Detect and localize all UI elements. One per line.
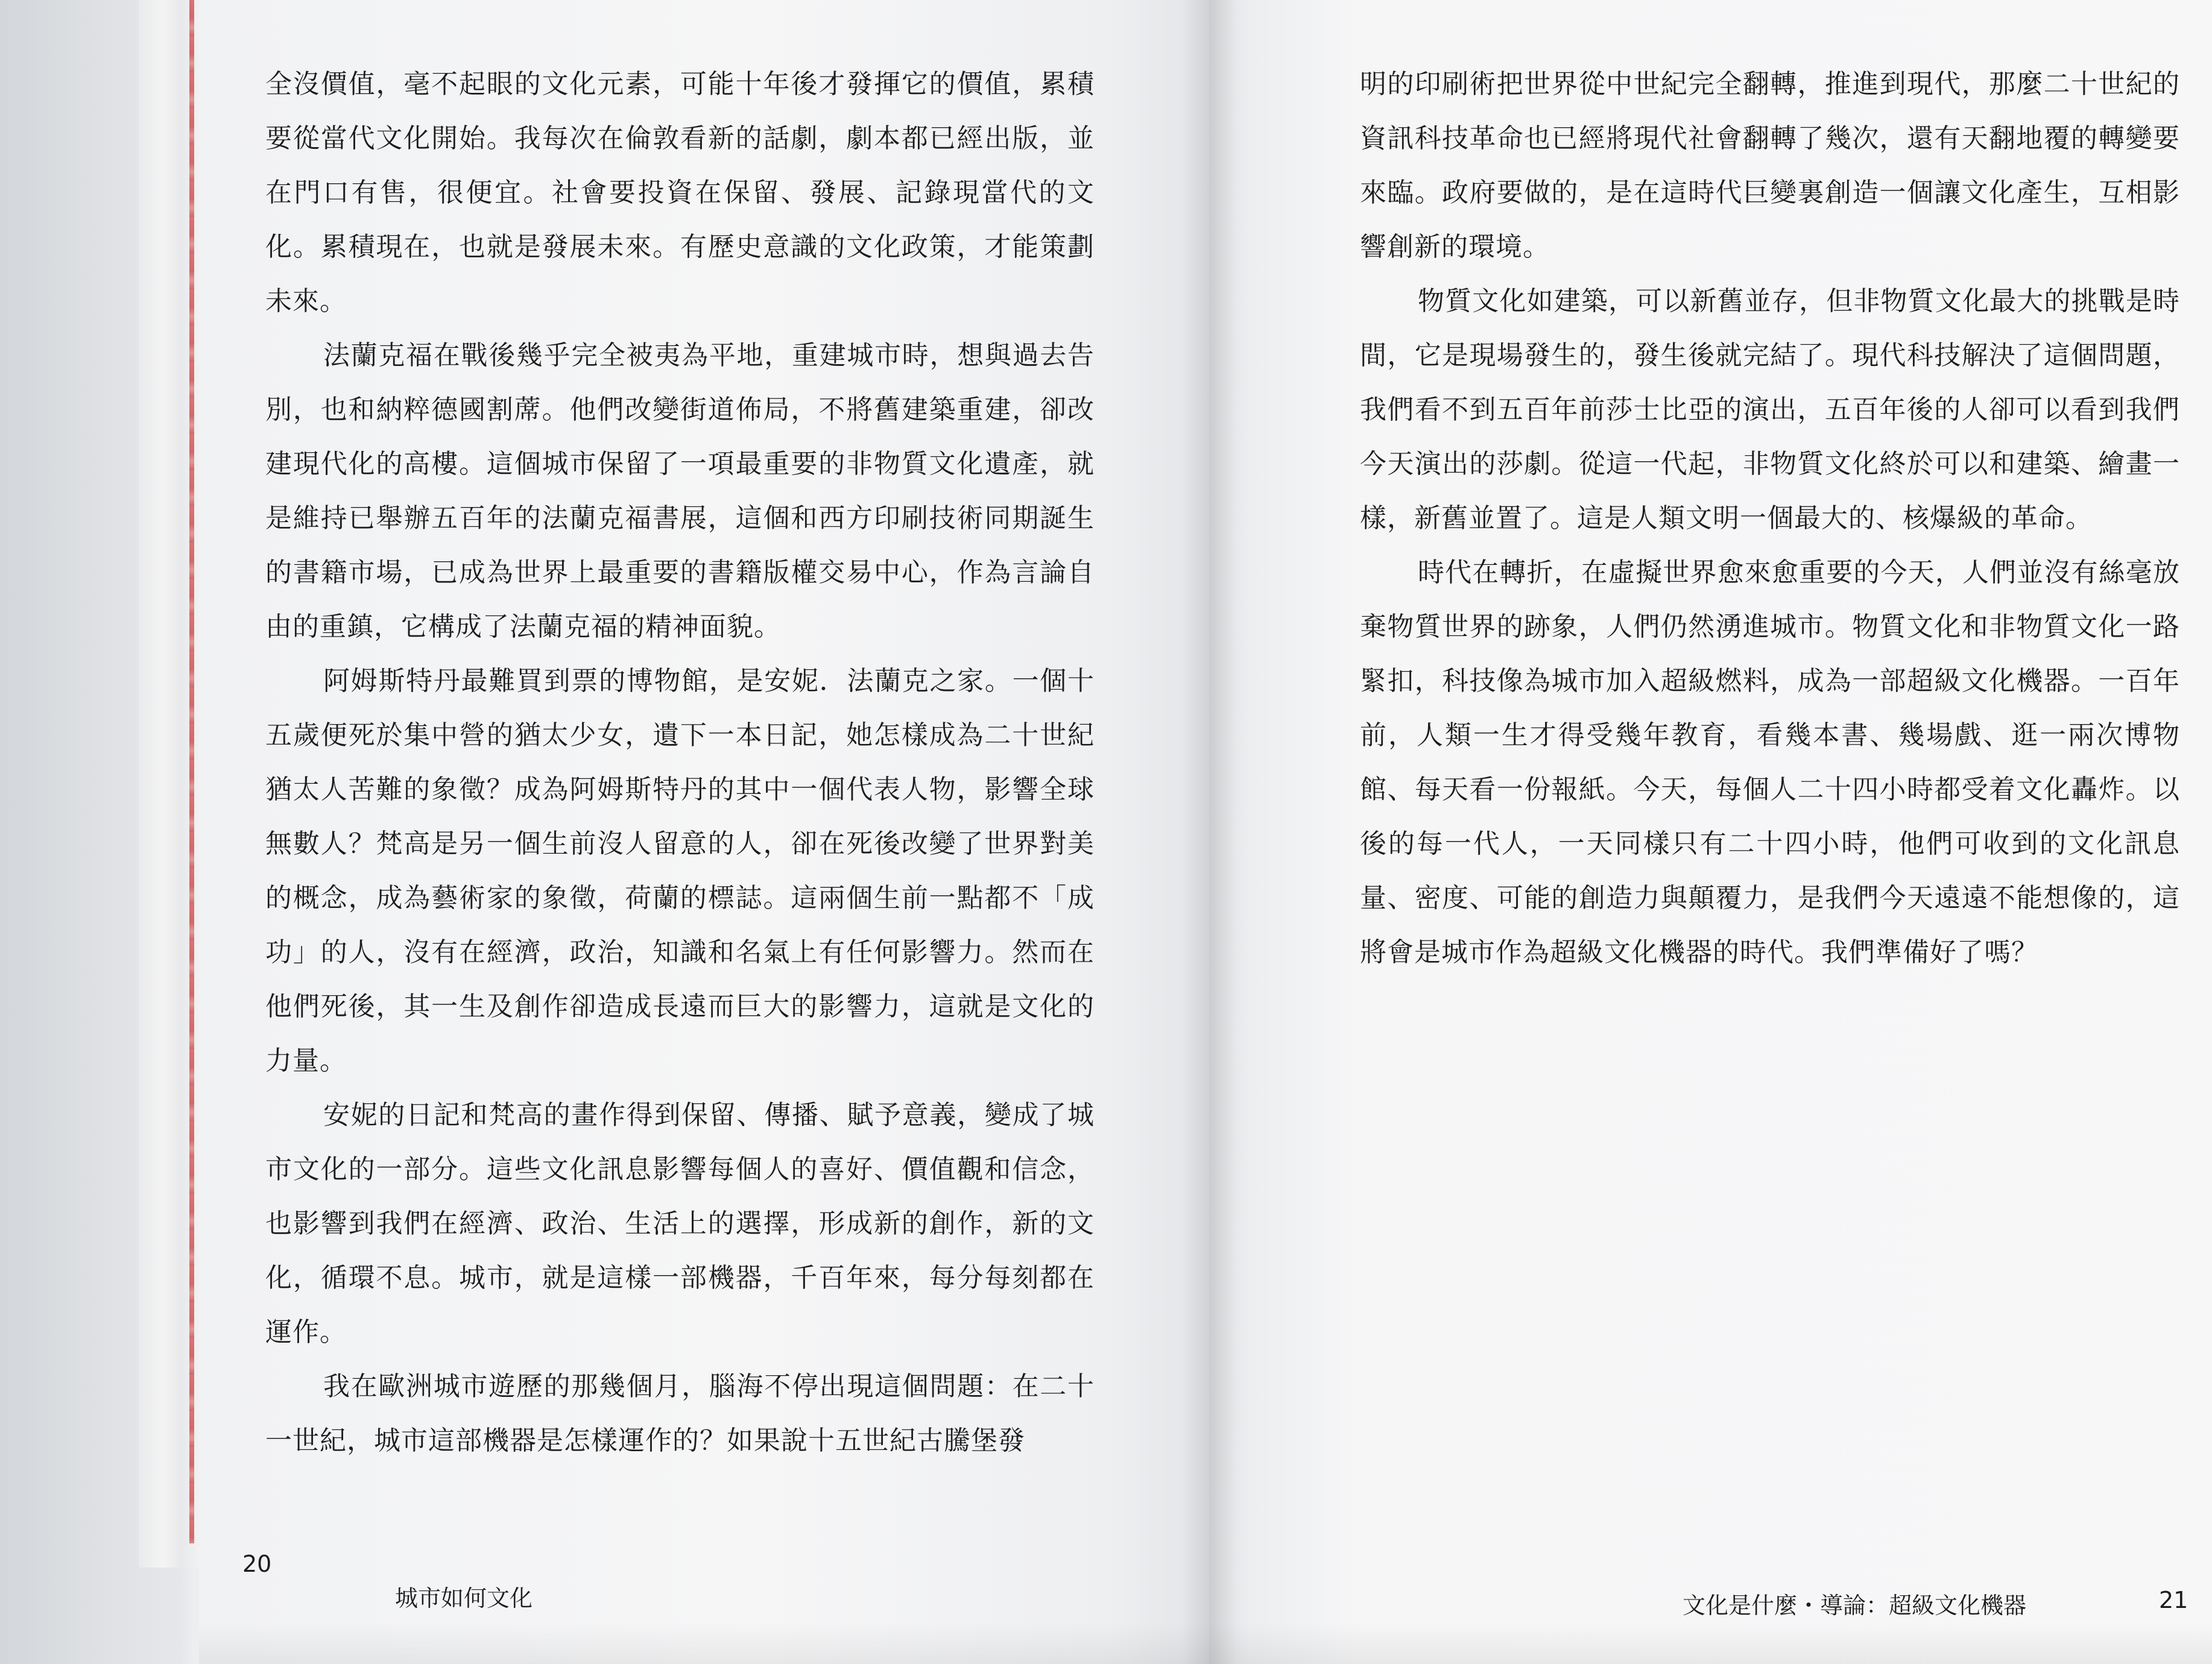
left-paragraph-4: 安妮的日記和梵高的畫作得到保留、傳播、賦予意義，變成了城市文化的一部分。這些文化訊息影響每個人的喜好、價值觀和信念，也影響到我們在經濟、政治、生活上的選擇，形成新的創作，新的文化，循環不息。城市，就是這樣一部機器，千百年來，每分每刻都在運作。 [265,1100,1095,1347]
left-page-body [265,57,1095,1468]
left-page-number: 20 [242,1551,272,1577]
left-running-title: 城市如何文化 [395,1585,533,1612]
left-paragraph-3: 阿姆斯特丹最難買到票的博物館，是安妮．法蘭克之家。一個十五歲便死於集中營的猶太少女，遺下一本日記，她怎樣成為二十世紀猶太人苦難的象徵？成為阿姆斯特丹的其中一個代表人物，影響全球無數人？梵高是另一個生前沒人留意的人，卻在死後改變了世界對美的概念，成為藝術家的象徵，荷蘭的標誌。這兩個生前一點都不「成功」的人，沒有在經濟，政治，知識和名氣上有任何影響力。然而在他們死後，其一生及創作卻造成長遠而巨大的影響力，這就是文化的力量。 [265,666,1095,1076]
right-page-number: 21 [2159,1587,2188,1613]
right-paragraph-1: 明的印刷術把世界從中世紀完全翻轉，推進到現代，那麼二十世紀的資訊科技革命也已經將現代社會翻轉了幾次，還有天翻地覆的轉變要來臨。政府要做的，是在這時代巨變裏創造一個讓文化產生，互相影響創新的環境。 [1360,69,2180,262]
right-paragraph-2: 物質文化如建築，可以新舊並存，但非物質文化最大的挑戰是時間，它是現場發生的，發生後就完結了。現代科技解決了這個問題，我們看不到五百年前莎士比亞的演出，五百年後的人卻可以看到我們今天演出的莎劇。從這一代起，非物質文化終於可以和建築、繪畫一樣，新舊並置了。這是人類文明一個最大的、核爆級的革命。 [1360,286,2180,534]
bottom-shadow [199,1622,2212,1664]
right-running-title: 文化是什麼・導論：超級文化機器 [1683,1592,2027,1619]
left-paragraph-1: 全沒價值，毫不起眼的文化元素，可能十年後才發揮它的價值，累積要從當代文化開始。我每次在倫敦看新的話劇，劇本都已經出版，並在門口有售，很便宜。社會要投資在保留、發展、記錄現當代的文化。累積現在，也就是發展未來。有歷史意識的文化政策，才能策劃未來。 [265,69,1095,317]
red-page-edge [189,0,194,1543]
page-stack-edge [139,0,207,1568]
left-paragraph-5: 我在歐洲城市遊歷的那幾個月，腦海不停出現這個問題：在二十一世紀，城市這部機器是怎樣運作的？如果說十五世紀古騰堡發 [265,1371,1095,1456]
left-paragraph-2: 法蘭克福在戰後幾乎完全被夷為平地，重建城市時，想與過去告別，也和納粹德國割蓆。他們改變街道佈局，不將舊建築重建，卻改建現代化的高樓。這個城市保留了一項最重要的非物質文化遺產，就是維持已舉辦五百年的法蘭克福書展，這個和西方印刷技術同期誕生的書籍市場，已成為世界上最重要的書籍版權交易中心，作為言論自由的重鎮，它構成了法蘭克福的精神面貌。 [265,340,1095,642]
gutter-shadow [1182,0,1236,1664]
right-paragraph-3: 時代在轉折，在虛擬世界愈來愈重要的今天，人們並沒有絲毫放棄物質世界的跡象，人們仍然湧進城市。物質文化和非物質文化一路緊扣，科技像為城市加入超級燃料，成為一部超級文化機器。一百年前，人類一生才得受幾年教育，看幾本書、幾場戲、逛一兩次博物館、每天看一份報紙。今天，每個人二十四小時都受着文化轟炸。以後的每一代人，一天同樣只有二十四小時，他們可收到的文化訊息量、密度、可能的創造力與顛覆力，是我們今天遠遠不能想像的，這將會是城市作為超級文化機器的時代。我們準備好了嗎？ [1360,557,2180,968]
right-page-body [1360,57,2180,980]
